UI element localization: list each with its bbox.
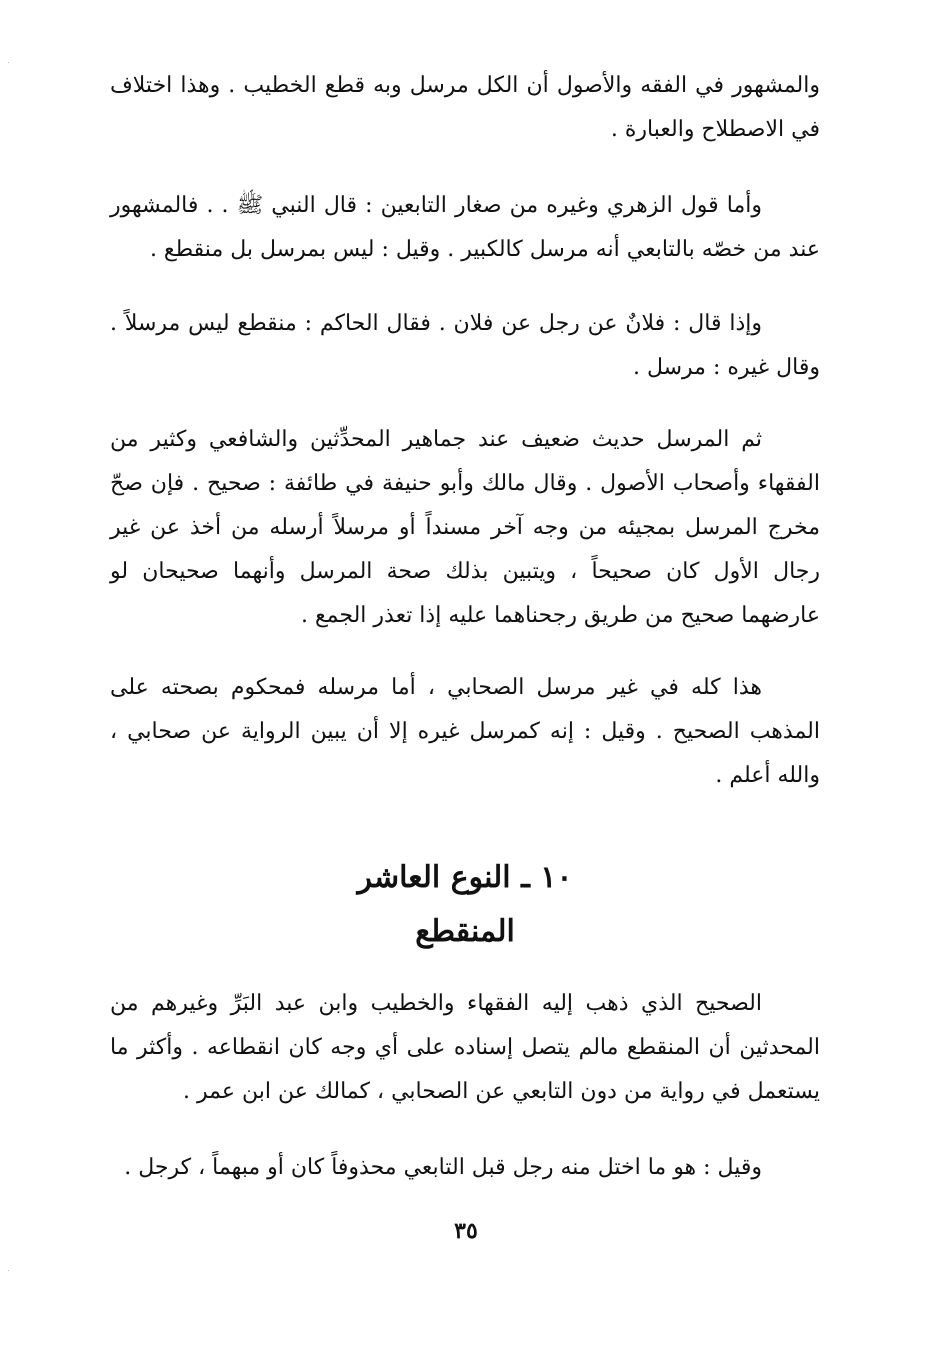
scan-edge-mark-bottom	[8, 1270, 9, 1271]
paragraph-zuhri-saying: وأما قول الزهري وغيره من صغار التابعين : قال النبي ﷺ . . فالمشهور عند من خصّه بالتابعي أنه مرسل كالكبير . وقيل : ليس بمرسل بل منقطع .	[110, 193, 820, 262]
paragraph-fulan-an-rajul: وإذا قال : فلانٌ عن رجل عن فلان . فقال الحاكم : منقطع ليس مرسلاً . وقال غيره : مرسل .	[110, 311, 820, 380]
paragraph-mursal-usage: والمشهور في الفقه والأصول أن الكل مرسل وبه قطع الخطيب . وهذا اختلاف في الاصطلاح والعبارة .	[110, 73, 820, 142]
paragraph-munqati-definition: الصحيح الذي ذهب إليه الفقهاء والخطيب وابن عبد البَرِّ وغيرهم من المحدثين أن المنقطع مالم يتصل إسناده على أي وجه كان انقطاعه . وأكثر ما يستعمل في رواية من دون التابعي عن الصحابي ، كمالك عن ابن عمر .	[110, 991, 820, 1104]
page-number: ٣٥	[454, 1218, 478, 1244]
section-heading-number: ١٠ ـ النوع العاشر	[357, 860, 573, 895]
paragraph-sahabi-mursal: هذا كله في غير مرسل الصحابي ، أما مرسله فمحكوم بصحته على المذهب الصحيح . وقيل : إنه كمرسل غيره إلا أن يبين الرواية عن صحابي ، والله أعلم .	[110, 675, 820, 788]
paragraph-mursal-ruling: ثم المرسل حديث ضعيف عند جماهير المحدِّثين والشافعي وكثير من الفقهاء وأصحاب الأصول . وقال مالك وأبو حنيفة في طائفة : صحيح . فإن صحّ مخرج المرسل بمجيئه من وجه آخر مسنداً أو مرسلاً أرسله من أخذ عن غير رجال الأول كان صحيحاً ، ويتبين بذلك صحة المرسل وأنهما صحيحان لو عارضهما صحيح من طريق رجحناهما عليه إذا تعذر الجمع .	[110, 427, 820, 628]
scan-edge-mark-top	[8, 62, 9, 63]
paragraph-munqati-alternative: وقيل : هو ما اختل منه رجل قبل التابعي محذوفاً كان أو مبهماً ، كرجل .	[124, 1155, 762, 1180]
section-heading-title: المنقطع	[415, 914, 515, 949]
